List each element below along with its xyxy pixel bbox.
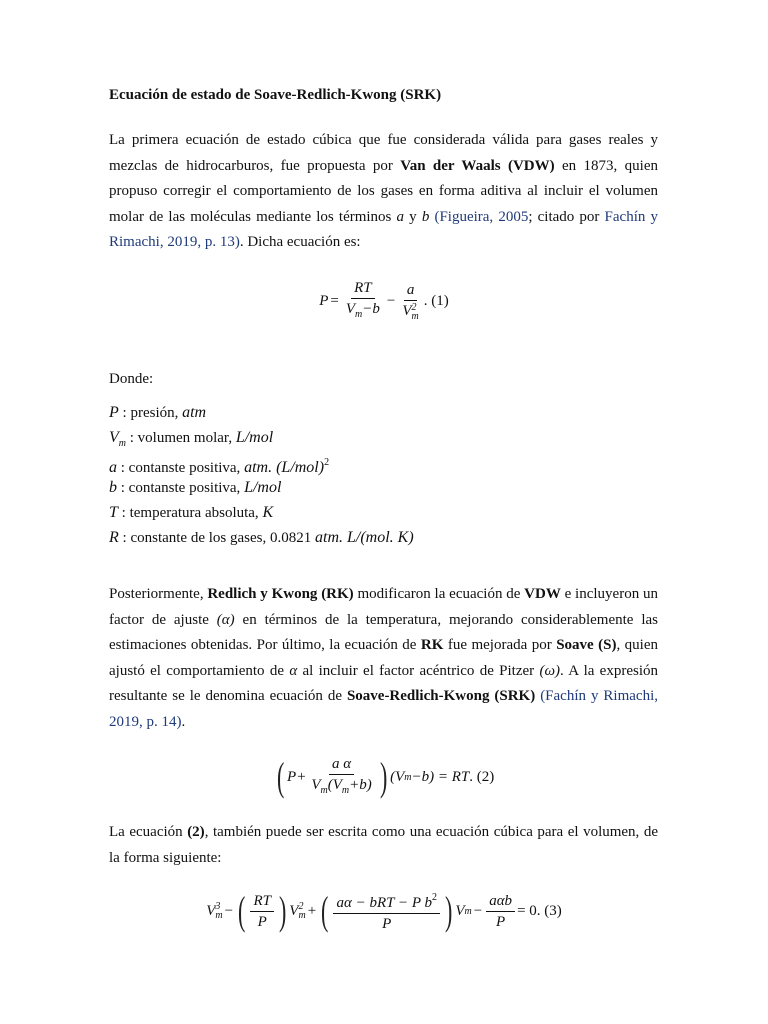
eq-symbol: V [455,902,465,919]
fraction [308,755,374,800]
superscript: 2 [411,301,417,313]
superscript: 3 [215,901,221,912]
equation-tag: . (1) [423,292,449,309]
denominator: P [496,913,506,930]
unit: atm. (L/mol) [244,459,325,476]
symbol: T [109,504,118,521]
text: . [181,713,186,730]
superscript: 2 [431,892,437,903]
symbol: V [109,429,119,446]
eq-symbol: aα − bRT − P b [336,895,432,911]
subscript: m [341,784,350,796]
eq-symbol: − [224,902,234,919]
symbol: R [109,529,119,546]
text: , también puede ser escrita como una ecuación cúbica para el volumen, de la forma siguiente: [109,824,658,866]
omega-symbol: (ω) [539,662,561,679]
definition-item [109,425,414,450]
definition-text: : constante de los gases, 0.0821 [118,530,315,546]
numerator: RT [250,892,274,912]
unit: atm. L/(mol. K) [315,529,414,546]
eq-symbol: (V [327,776,342,793]
denominator: P [382,916,392,932]
bold-term: (2) [187,824,205,840]
paren-open: ( [276,754,285,799]
bold-term: Van der Waals (VDW) [400,157,555,174]
fraction [343,279,383,324]
paren-close: ) [379,754,388,799]
paren-close: ) [444,888,453,933]
text: modificaron la ecuación de [353,586,525,602]
unit: atm [182,404,207,421]
eq-symbol: V [206,902,216,919]
unit: L/mol [244,479,282,496]
text: . A la expresión resultante se le denomina ecuación de [109,662,659,704]
text: y [404,208,422,225]
sup-sub [298,902,305,920]
definition-text: : contanste positiva, [117,480,245,496]
eq-symbol: V [289,902,299,919]
paren-close: ) [278,888,287,933]
alpha-symbol: (α) [216,611,235,628]
equation-2 [0,752,768,802]
definition-text: : presión, [118,405,183,421]
numerator [333,889,440,914]
equation-tag: . (2) [469,768,495,785]
denominator [308,775,374,800]
definition-text: : temperatura absoluta, [117,505,263,521]
definition-item [109,500,414,525]
text: Posteriormente, [109,586,208,602]
text: en términos de la temperatura, mejorando considerablemente las estimaciones obtenidas. Por último, la ecuación de [109,611,658,653]
sup-sub [412,303,419,321]
text: al incluir el factor acéntrico de Pitzer [297,662,540,679]
definition-item [109,450,414,475]
bold-term: RK [420,637,444,653]
fraction [486,892,515,931]
text: en 1873, quien propuso corregir el comportamiento de los gases en forma aditiva al incluir el volumen molar de las moléculas mediante los términos [109,157,659,225]
eq-symbol: V [345,300,356,317]
sup-sub [215,902,222,920]
symbol: P [109,404,119,421]
subscript: m [298,910,306,921]
bold-term: Soave-Redlich-Kwong (SRK) [346,688,536,704]
symbol: a [109,459,117,476]
subscript: m [355,308,363,320]
eq-symbol: (V [390,768,405,785]
denominator [343,299,383,324]
eq-symbol: V [402,303,412,320]
text: ; citado por [528,208,605,225]
definition-item [109,525,414,550]
text: La ecuación [109,824,188,840]
variable: a [396,208,405,225]
fraction [333,889,440,933]
citation-link[interactable]: (Fachín y Rimachi, 2019, p. 14) [109,688,658,730]
fraction [399,281,421,321]
eq-symbol: P [319,292,329,309]
denominator [399,301,421,321]
eq-symbol: V [311,776,321,793]
bold-term: Redlich y Kwong (RK) [207,586,354,602]
definition-text: : volumen molar, [126,430,236,446]
definition-item [109,475,414,500]
superscript: 2 [324,457,330,468]
paragraph-srk-history [109,582,658,735]
section-heading: Ecuación de estado de Soave-Redlich-Kwong (SRK) [109,87,442,103]
variable-definitions [109,400,414,550]
eq-symbol: − [386,292,396,309]
text: fue mejorada por [443,637,557,653]
equation-1 [0,278,768,324]
subscript: m [320,784,328,796]
citation-link[interactable]: (Figueira, 2005 [434,208,529,225]
bold-term: Soave (S) [556,637,617,653]
equation-tag: = 0. (3) [517,902,562,919]
text: La primera ecuación de estado cúbica que fue considerada válida para gases reales y mezclas de hidrocarburos, fue propuesta por [109,132,658,174]
paren-open: ( [321,888,329,933]
denominator: P [257,913,267,930]
numerator: a [404,281,418,301]
subscript: m [411,310,419,322]
symbol: b [109,479,117,496]
citation-link[interactable]: Fachín y Rimachi, 2019, p. 13) [109,208,659,250]
paragraph-cubic-form [109,820,658,871]
numerator: a α [329,755,354,775]
numerator: RT [351,279,375,299]
eq-symbol: = [330,292,339,309]
unit: L/mol [235,429,274,446]
alpha-symbol: α [289,662,298,679]
superscript: 2 [298,901,304,912]
variable: b [421,208,430,225]
bold-term: VDW [524,586,561,602]
definition-text: : contanste positiva, [117,460,245,476]
unit: K [262,504,274,521]
equation-3 [0,886,768,936]
paren-open: ( [238,888,246,933]
eq-symbol: P+ [287,768,307,785]
subscript: m [118,438,127,449]
eq-symbol: − [473,902,483,919]
eq-symbol: +b) [349,776,372,793]
text: , quien ajustó el comportamiento de [109,637,659,679]
subscript: m [215,910,223,921]
donde-label: Donde: [109,371,154,387]
fraction [250,892,274,931]
text: . Dicha ecuación es: [239,234,361,250]
eq-symbol: −b) = RT [411,768,470,785]
definition-item [109,400,414,425]
eq-symbol: −b [362,300,380,317]
text: e incluyeron un factor de ajuste [109,586,658,628]
eq-symbol: + [307,902,317,919]
numerator: aαb [486,892,515,912]
subscript: m [404,771,412,783]
paragraph-vdw-intro [109,128,658,256]
subscript: m [464,905,472,917]
